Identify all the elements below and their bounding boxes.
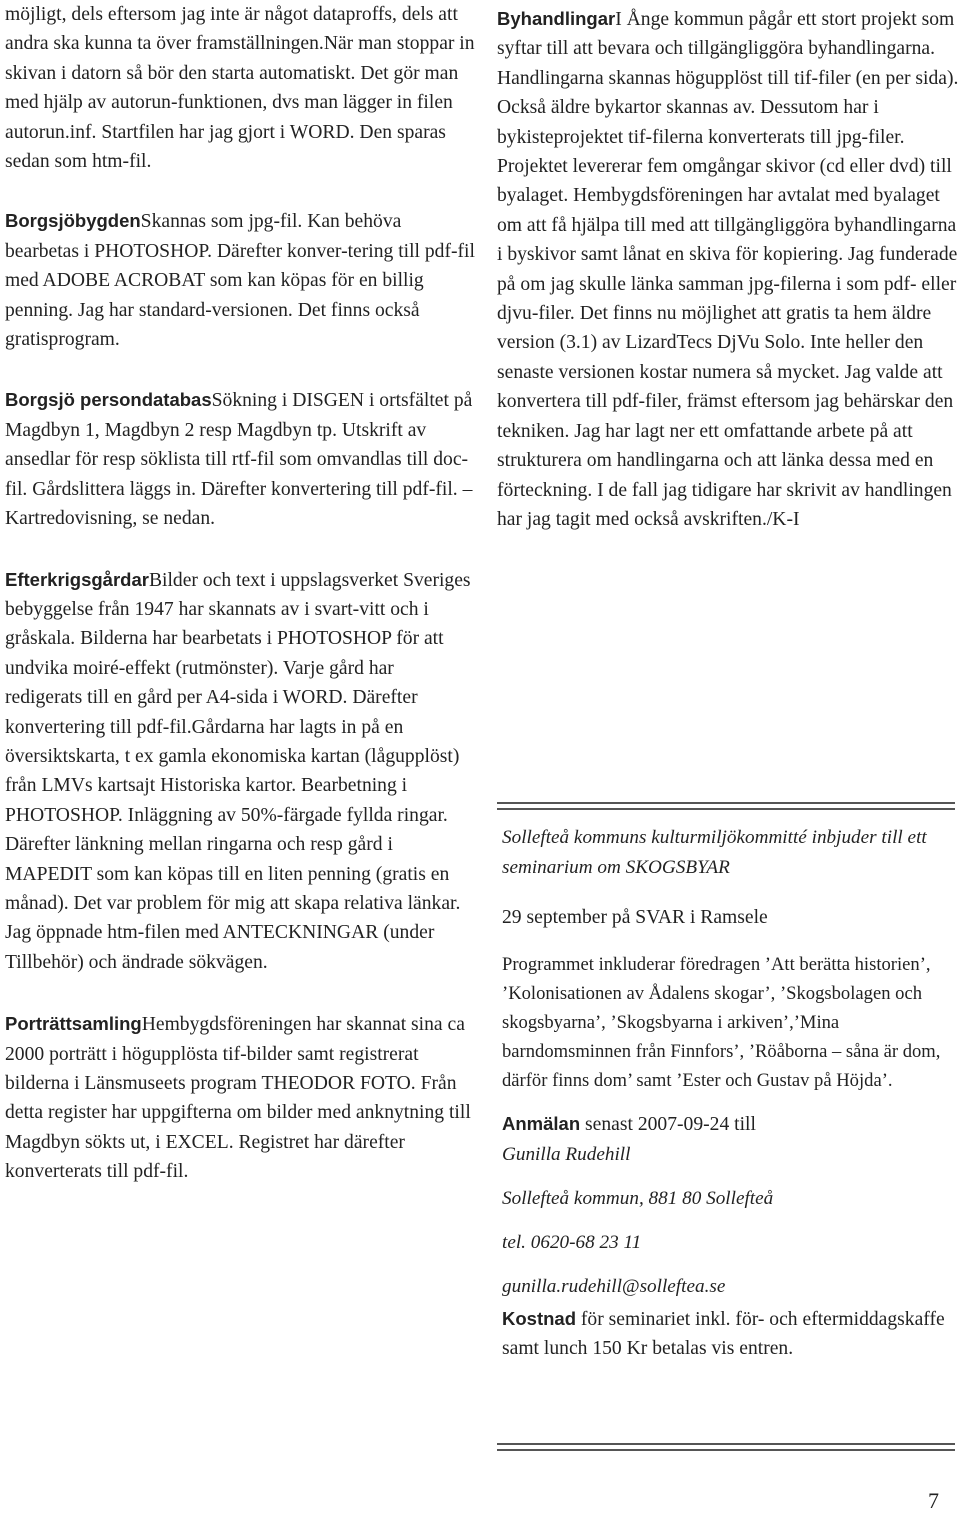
notice-top-rule [497,802,955,804]
section-text: Hembygdsföreningen har skannat sina ca 2000 porträtt i högupplösta tif-bilder samt registrerat bilderna i Länsmuseets program THEODOR FOTO. Från detta register har uppgifterna om bilder med anknytning till Magdbyn sökts ut, i EXCEL. Registret har därefter konverterats till pdf-fil. [5,1014,471,1183]
section-portrattsamling [5,1009,475,1186]
contact-name: Gunilla Rudehill [502,1143,631,1165]
notice-bottom-rule [497,1443,955,1445]
notice-signup [502,1109,954,1139]
right-column [497,4,959,534]
contact-phone: tel. 0620-68 23 11 [502,1231,642,1253]
section-heading: Byhandlingar [497,8,616,29]
section-borgsjobygden [5,206,475,354]
section-text: I Ånge kommun pågår ett stort projekt som syftar till att bevara och tillgängliggöra byhandlingarna. Handlingarna skannas högupplöst till tif-filer (en per sida). Också äldre bykartor skannas av. Dessutom har i bykisteprojektet tif-filerna konverterats till jpg-filer. Projektet levererar fem omgångar skivor (cd eller dvd) till byalaget. Hembygdsföreningen har avtalat med byalaget om att få hjälpa till med att tillgängliggöra byhandlingarna i byskivor samt lånat en skiva för kopiering. Jag funderade på om jag skulle länka samman jpg-filerna i som pdf- eller djvu-filer. Det finns nu möjlighet att gratis ta hem äldre version (3.1) av LizardTecs DjVu Solo. Inte heller den senaste versionen kostar numera så mycket. Jag valde att konvertera till pdf-filer, främst eftersom jag behärskar den tekniken. Jag har lagt ner ett omfattande arbete på att strukturera om handlingarna och att länka dessa med en förteckning. I de fall jag tidigare har skrivit av handlingen har jag tagit med också avskriften./K-I [497,9,959,530]
page-number: 7 [928,1488,939,1513]
notice-top-rule-2 [497,808,955,810]
cost-text: för seminariet inkl. för- och eftermiddagskaffe samt lunch 150 Kr betalas vis entren. [502,1308,945,1360]
left-column [5,0,475,1187]
section-heading: Borgsjö persondatabas [5,389,212,411]
seminar-notice [502,823,954,1364]
section-heading: Borgsjöbygden [5,210,141,232]
notice-bottom-rule-2 [497,1449,955,1451]
section-byhandlingar [497,4,959,534]
section-efterkrigsgardar [5,565,475,978]
contact-address: Sollefteå kommun, 881 80 Sollefteå [502,1187,774,1209]
section-heading: Efterkrigsgårdar [5,568,149,590]
notice-date-place: 29 september på SVAR i Ramsele [502,907,768,928]
intro-paragraph: möjligt, dels eftersom jag inte är något dataproffs, dels att andra ska kunna ta över framställningen.När man stoppar in skivan i datorn så bör den starta automatiskt. Det gör man med hjälp av autorun-funktionen, dvs man lägger in filen autorun.inf. Startfilen har jag gjort i WORD. Den sparas sedan som htm-fil. [5,4,475,173]
contact-email: gunilla.rudehill@solleftea.se [502,1275,726,1297]
notice-cost [502,1304,954,1364]
notice-invitation: Sollefteå kommuns kulturmiljökommitté inbjuder till ett seminarium om SKOGSBYAR [502,827,927,878]
section-text: Skannas som jpg-fil. Kan behöva bearbetas i PHOTOSHOP. Därefter konver-tering till pdf-fil med ADOBE ACROBAT som kan köpas för en billig penning. Jag har standard-versionen. Det finns också gratisprogram. [5,211,475,351]
signup-label: Anmälan [502,1113,581,1135]
cost-label: Kostnad [502,1307,576,1329]
signup-text: senast 2007-09-24 till [580,1114,756,1136]
section-text: Sökning i DISGEN i ortsfältet på Magdbyn 1, Magdbyn 2 resp Magdbyn tp. Utskrift av ansedlar för resp söklista till rtf-fil som omvandlas till doc-fil. Gårdslittera läggs in. Därefter konvertering till pdf-fil. – Kartredovisning, se nedan. [5,390,473,530]
section-heading: Porträttsamling [5,1013,142,1035]
section-text: Bilder och text i uppslagsverket Sveriges bebyggelse från 1947 har skannats av i svart-vitt och i gråskala. Bilderna har bearbetats i PHOTOSHOP för att undvika moiré-effekt (rutmönster). Varje gård har redigerats till en gård per A4-sida i WORD. Därefter konvertering till pdf-fil.Gårdarna har lagts in på en översiktskarta, t ex gamla ekonomiska kartan (lågupplöst) från LMVs kartsajt Historiska kartor. Bearbetning i PHOTOSHOP. Inläggning av 50%-färgade fyllda ringar. Därefter länkning mellan ringarna och resp gård i MAPEDIT som kan köpas till en liten penning (gratis en månad). Det var problem för mig att skapa relativa länkar. Jag öppnade htm-filen med ANTECKNINGAR (under Tillbehör) och ändrade sökvägen. [5,569,471,973]
notice-program: Programmet inkluderar föredragen ’Att berätta historien’, ’Kolonisationen av Ådalens skogar’, ’Skogsbolagen och skogsbyarna’, ’Skogsbyarna i arkiven’,’Mina barndomsminnen från Finnfors’, ’Röåborna – såna är dom, därför finns dom’ samt ’Ester och Gustav på Höjda’. [502,954,941,1092]
section-persondatabas [5,385,475,533]
